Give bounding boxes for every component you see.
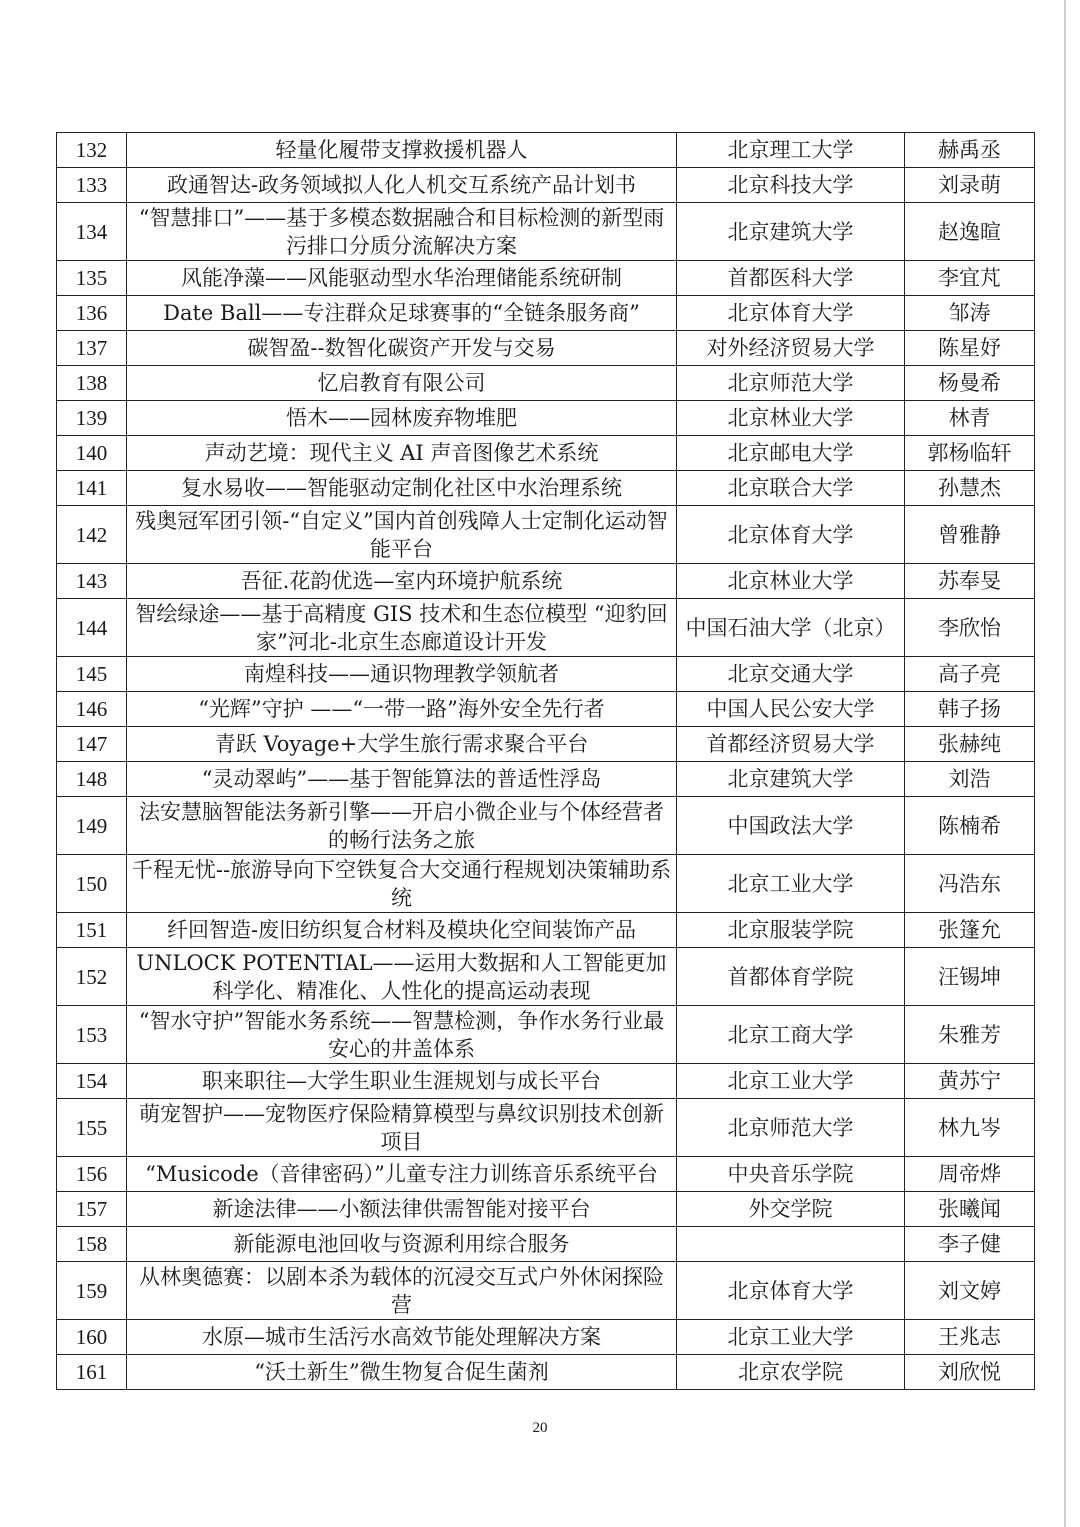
cell-school: 首都医科大学 — [677, 261, 905, 296]
cell-leader-name: 赫禹丞 — [905, 133, 1035, 168]
cell-school: 北京林业大学 — [677, 564, 905, 599]
table-row — [57, 1006, 1035, 1064]
cell-leader-name: 冯浩东 — [905, 855, 1035, 913]
cell-project-title: 智绘绿途——基于高精度 GIS 技术和生态位模型 “迎豹回家”河北-北京生态廊道设计开发 — [127, 599, 677, 657]
cell-number: 132 — [57, 133, 127, 168]
table-row — [57, 797, 1035, 855]
table-row — [57, 1157, 1035, 1192]
award-table-body — [57, 133, 1035, 1390]
award-table — [56, 132, 1035, 1390]
cell-project-title: UNLOCK POTENTIAL——运用大数据和人工智能更加科学化、精准化、人性化的提高运动表现 — [127, 948, 677, 1006]
cell-number: 153 — [57, 1006, 127, 1064]
cell-school: 北京农学院 — [677, 1355, 905, 1390]
cell-school: 北京体育大学 — [677, 506, 905, 564]
table-row — [57, 168, 1035, 203]
cell-number: 145 — [57, 657, 127, 692]
cell-leader-name: 李宜芃 — [905, 261, 1035, 296]
cell-leader-name: 朱雅芳 — [905, 1006, 1035, 1064]
cell-number: 158 — [57, 1227, 127, 1262]
table-row — [57, 401, 1035, 436]
cell-project-title: Date Ball——专注群众足球赛事的“全链条服务商” — [127, 296, 677, 331]
cell-number: 152 — [57, 948, 127, 1006]
cell-project-title: 轻量化履带支撑救援机器人 — [127, 133, 677, 168]
cell-project-title: 残奥冠军团引领-“自定义”国内首创残障人士定制化运动智能平台 — [127, 506, 677, 564]
cell-project-title: 从林奥德赛：以剧本杀为载体的沉浸交互式户外休闲探险营 — [127, 1262, 677, 1320]
table-row — [57, 855, 1035, 913]
cell-project-title: 吾征.花韵优选—室内环境护航系统 — [127, 564, 677, 599]
cell-project-title: 水原—城市生活污水高效节能处理解决方案 — [127, 1320, 677, 1355]
cell-school: 北京交通大学 — [677, 657, 905, 692]
table-row — [57, 727, 1035, 762]
cell-project-title: 风能净藻——风能驱动型水华治理储能系统研制 — [127, 261, 677, 296]
table-row — [57, 331, 1035, 366]
cell-project-title: “光辉”守护 ——“一带一路”海外安全先行者 — [127, 692, 677, 727]
cell-leader-name: 刘录萌 — [905, 168, 1035, 203]
cell-number: 160 — [57, 1320, 127, 1355]
cell-number: 156 — [57, 1157, 127, 1192]
cell-project-title: 萌宠智护——宠物医疗保险精算模型与鼻纹识别技术创新项目 — [127, 1099, 677, 1157]
table-row — [57, 762, 1035, 797]
cell-number: 135 — [57, 261, 127, 296]
table-row — [57, 692, 1035, 727]
cell-leader-name: 王兆志 — [905, 1320, 1035, 1355]
cell-project-title: “智水守护”智能水务系统——智慧检测，争作水务行业最安心的井盖体系 — [127, 1006, 677, 1064]
table-row — [57, 599, 1035, 657]
cell-leader-name: 黄苏宁 — [905, 1064, 1035, 1099]
cell-school: 北京工业大学 — [677, 1064, 905, 1099]
cell-project-title: 政通智达-政务领域拟人化人机交互系统产品计划书 — [127, 168, 677, 203]
cell-school: 首都体育学院 — [677, 948, 905, 1006]
cell-project-title: 碳智盈--数智化碳资产开发与交易 — [127, 331, 677, 366]
cell-school: 中国政法大学 — [677, 797, 905, 855]
cell-project-title: 青跃 Voyage+大学生旅行需求聚合平台 — [127, 727, 677, 762]
cell-number: 155 — [57, 1099, 127, 1157]
table-row — [57, 471, 1035, 506]
table-row — [57, 296, 1035, 331]
table-row — [57, 203, 1035, 261]
cell-school — [677, 1227, 905, 1262]
cell-leader-name: 李子健 — [905, 1227, 1035, 1262]
cell-leader-name: 杨曼希 — [905, 366, 1035, 401]
cell-project-title: 新能源电池回收与资源利用综合服务 — [127, 1227, 677, 1262]
cell-school: 北京工业大学 — [677, 855, 905, 913]
cell-leader-name: 张篷允 — [905, 913, 1035, 948]
table-row — [57, 261, 1035, 296]
table-row — [57, 657, 1035, 692]
cell-leader-name: 刘浩 — [905, 762, 1035, 797]
cell-leader-name: 陈楠希 — [905, 797, 1035, 855]
table-row — [57, 1262, 1035, 1320]
cell-leader-name: 曾雅静 — [905, 506, 1035, 564]
cell-project-title: “Musicode（音律密码）”儿童专注力训练音乐系统平台 — [127, 1157, 677, 1192]
cell-number: 139 — [57, 401, 127, 436]
table-row — [57, 1099, 1035, 1157]
cell-leader-name: 林青 — [905, 401, 1035, 436]
table-row — [57, 436, 1035, 471]
cell-project-title: 千程无忧--旅游导向下空铁复合大交通行程规划决策辅助系统 — [127, 855, 677, 913]
table-row — [57, 366, 1035, 401]
cell-number: 154 — [57, 1064, 127, 1099]
cell-number: 161 — [57, 1355, 127, 1390]
cell-project-title: 南煌科技——通识物理教学领航者 — [127, 657, 677, 692]
cell-school: 外交学院 — [677, 1192, 905, 1227]
cell-school: 首都经济贸易大学 — [677, 727, 905, 762]
cell-number: 147 — [57, 727, 127, 762]
cell-school: 北京林业大学 — [677, 401, 905, 436]
cell-school: 北京师范大学 — [677, 1099, 905, 1157]
page-number: 20 — [532, 1420, 548, 1436]
cell-leader-name: 高子亮 — [905, 657, 1035, 692]
cell-number: 146 — [57, 692, 127, 727]
cell-project-title: 声动艺境：现代主义 AI 声音图像艺术系统 — [127, 436, 677, 471]
cell-number: 143 — [57, 564, 127, 599]
cell-leader-name: 刘欣悦 — [905, 1355, 1035, 1390]
cell-leader-name: 周帝烨 — [905, 1157, 1035, 1192]
cell-number: 133 — [57, 168, 127, 203]
scan-edge-line — [1064, 0, 1066, 1527]
table-row — [57, 1064, 1035, 1099]
table-row — [57, 1227, 1035, 1262]
table-row — [57, 564, 1035, 599]
table-row — [57, 1320, 1035, 1355]
table-row — [57, 913, 1035, 948]
table-row — [57, 1355, 1035, 1390]
cell-school: 北京体育大学 — [677, 1262, 905, 1320]
cell-school: 北京体育大学 — [677, 296, 905, 331]
cell-project-title: “灵动翠屿”——基于智能算法的普适性浮岛 — [127, 762, 677, 797]
cell-number: 138 — [57, 366, 127, 401]
cell-leader-name: 孙慧杰 — [905, 471, 1035, 506]
cell-leader-name: 李欣怡 — [905, 599, 1035, 657]
cell-project-title: 新途法律——小额法律供需智能对接平台 — [127, 1192, 677, 1227]
table-row — [57, 133, 1035, 168]
cell-school: 北京联合大学 — [677, 471, 905, 506]
cell-leader-name: 陈星妤 — [905, 331, 1035, 366]
cell-school: 北京建筑大学 — [677, 203, 905, 261]
cell-school: 北京服装学院 — [677, 913, 905, 948]
cell-school: 北京师范大学 — [677, 366, 905, 401]
cell-leader-name: 赵逸暄 — [905, 203, 1035, 261]
cell-school: 中国石油大学（北京） — [677, 599, 905, 657]
cell-leader-name: 韩子扬 — [905, 692, 1035, 727]
cell-number: 136 — [57, 296, 127, 331]
table-row — [57, 948, 1035, 1006]
cell-leader-name: 张曦闻 — [905, 1192, 1035, 1227]
cell-school: 中央音乐学院 — [677, 1157, 905, 1192]
cell-number: 144 — [57, 599, 127, 657]
cell-school: 北京工商大学 — [677, 1006, 905, 1064]
cell-number: 151 — [57, 913, 127, 948]
cell-number: 159 — [57, 1262, 127, 1320]
table-row — [57, 1192, 1035, 1227]
cell-school: 对外经济贸易大学 — [677, 331, 905, 366]
cell-leader-name: 邹涛 — [905, 296, 1035, 331]
cell-leader-name: 刘文婷 — [905, 1262, 1035, 1320]
cell-school: 中国人民公安大学 — [677, 692, 905, 727]
cell-school: 北京科技大学 — [677, 168, 905, 203]
table-row — [57, 506, 1035, 564]
cell-number: 137 — [57, 331, 127, 366]
cell-project-title: 忆启教育有限公司 — [127, 366, 677, 401]
cell-number: 134 — [57, 203, 127, 261]
cell-project-title: 职来职往—大学生职业生涯规划与成长平台 — [127, 1064, 677, 1099]
cell-number: 142 — [57, 506, 127, 564]
cell-school: 北京建筑大学 — [677, 762, 905, 797]
cell-leader-name: 汪锡坤 — [905, 948, 1035, 1006]
cell-school: 北京理工大学 — [677, 133, 905, 168]
cell-leader-name: 张赫纯 — [905, 727, 1035, 762]
cell-number: 141 — [57, 471, 127, 506]
cell-school: 北京工业大学 — [677, 1320, 905, 1355]
cell-project-title: 纤回智造-废旧纺织复合材料及模块化空间装饰产品 — [127, 913, 677, 948]
cell-project-title: “沃土新生”微生物复合促生菌剂 — [127, 1355, 677, 1390]
cell-project-title: 悟木——园林废弃物堆肥 — [127, 401, 677, 436]
cell-project-title: 复水易收——智能驱动定制化社区中水治理系统 — [127, 471, 677, 506]
cell-number: 157 — [57, 1192, 127, 1227]
cell-project-title: 法安慧脑智能法务新引擎——开启小微企业与个体经营者的畅行法务之旅 — [127, 797, 677, 855]
cell-number: 140 — [57, 436, 127, 471]
cell-number: 150 — [57, 855, 127, 913]
cell-leader-name: 林九岑 — [905, 1099, 1035, 1157]
cell-number: 148 — [57, 762, 127, 797]
cell-school: 北京邮电大学 — [677, 436, 905, 471]
cell-leader-name: 苏奉旻 — [905, 564, 1035, 599]
cell-leader-name: 郭杨临轩 — [905, 436, 1035, 471]
cell-number: 149 — [57, 797, 127, 855]
cell-project-title: “智慧排口”——基于多模态数据融合和目标检测的新型雨污排口分质分流解决方案 — [127, 203, 677, 261]
